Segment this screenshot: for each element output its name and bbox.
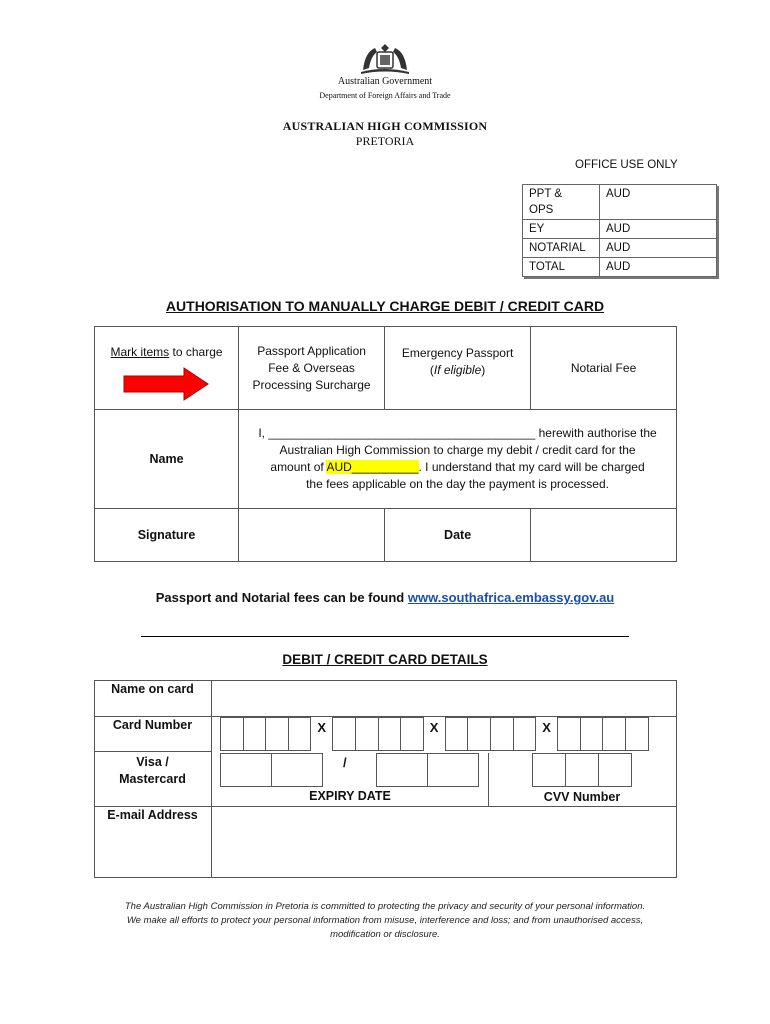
table-row: [523, 239, 717, 258]
commission-city: PRETORIA: [355, 134, 415, 148]
mark-items-label: Mark items to charge: [110, 345, 223, 359]
signature-field[interactable]: [239, 509, 385, 562]
right-arrow-icon: [122, 367, 212, 401]
charge-table: [94, 326, 677, 562]
card-digit-box[interactable]: [332, 717, 356, 751]
card-details-title: DEBIT / CREDIT CARD DETAILS: [282, 652, 488, 667]
card-digit-box[interactable]: [557, 717, 581, 751]
expiry-date-label: EXPIRY DATE: [309, 789, 391, 803]
cvv-label: CVV Number: [543, 790, 621, 804]
card-digit-box[interactable]: [445, 717, 469, 751]
cvv-divider: [488, 753, 489, 807]
card-digit-box[interactable]: [265, 717, 289, 751]
email-label: E-mail Address: [107, 808, 198, 822]
passport-fee-option[interactable]: Passport Application Fee & Overseas Processing Surcharge: [239, 327, 385, 410]
office-value: AUD: [600, 239, 717, 258]
card-digit-box[interactable]: [580, 717, 604, 751]
card-digit-box[interactable]: [378, 717, 402, 751]
signature-label: Signature: [95, 509, 239, 562]
fees-note: Passport and Notarial fees can be found www.southafrica.embassy.gov.au: [155, 590, 615, 605]
cvv-box[interactable]: [598, 753, 632, 787]
date-field[interactable]: [531, 509, 677, 562]
name-on-card-field[interactable]: [213, 682, 675, 714]
office-item: PPT & OPS: [523, 185, 600, 220]
name-on-card-label: Name on card: [111, 682, 194, 696]
card-digit-box[interactable]: [400, 717, 424, 751]
form-title: AUTHORISATION TO MANUALLY CHARGE DEBIT / CREDIT CARD: [165, 298, 605, 314]
card-digit-box[interactable]: [288, 717, 312, 751]
office-value: AUD: [600, 220, 717, 239]
cvv-box[interactable]: [532, 753, 566, 787]
office-use-table: [522, 184, 717, 277]
card-group-separator: X: [317, 720, 327, 735]
divider: [141, 636, 629, 637]
card-group-separator: X: [542, 720, 551, 735]
card-digit-box[interactable]: [355, 717, 379, 751]
coat-of-arms-logo: [355, 40, 415, 80]
office-item: EY: [523, 220, 600, 239]
email-field[interactable]: [213, 808, 675, 876]
label-column-divider: [211, 680, 212, 878]
commission-name: AUSTRALIAN HIGH COMMISSION: [282, 119, 488, 133]
table-row: [523, 220, 717, 239]
table-row: [523, 185, 717, 220]
government-name: Australian Government: [337, 76, 433, 87]
table-row: [523, 258, 717, 277]
name-label: Name: [95, 410, 239, 509]
card-digit-box[interactable]: [490, 717, 514, 751]
office-use-label: OFFICE USE ONLY: [575, 159, 678, 171]
expiry-year-box[interactable]: [427, 753, 479, 787]
expiry-month-box[interactable]: [271, 753, 323, 787]
card-digit-box[interactable]: [220, 717, 244, 751]
card-digit-box[interactable]: [513, 717, 537, 751]
expiry-month-box[interactable]: [220, 753, 272, 787]
office-value: AUD: [600, 185, 717, 220]
card-group-separator: X: [429, 720, 439, 735]
department-name: Department of Foreign Affairs and Trade: [319, 91, 451, 100]
card-digit-box[interactable]: [243, 717, 267, 751]
emergency-passport-option[interactable]: Emergency Passport (If eligible): [385, 327, 531, 410]
office-value: AUD: [600, 258, 717, 277]
mark-items-cell: [95, 327, 239, 410]
expiry-slash: /: [343, 755, 347, 770]
office-item: NOTARIAL: [523, 239, 600, 258]
card-digit-box[interactable]: [625, 717, 649, 751]
card-digit-box[interactable]: [602, 717, 626, 751]
privacy-footer: The Australian High Commission in Pretoria is committed to protecting the privacy and security of your personal information. We make all efforts to protect your personal information from misuse, interference and loss; and from unauthorised access, modification or disclosure.: [124, 901, 646, 940]
notarial-fee-option[interactable]: Notarial Fee: [531, 327, 677, 410]
cvv-box[interactable]: [565, 753, 599, 787]
row-divider: [94, 751, 212, 752]
row-divider: [94, 806, 677, 807]
embassy-link[interactable]: www.southafrica.embassy.gov.au: [407, 590, 615, 605]
office-item: TOTAL: [523, 258, 600, 277]
card-type-label: Visa / Mastercard: [119, 755, 186, 786]
expiry-year-box[interactable]: [376, 753, 428, 787]
card-number-label: Card Number: [112, 718, 193, 732]
authorisation-statement[interactable]: I, ________________________________________ herewith authorise the Australian High Commission to charge my debit / credit card for the amount of AUD__________. I understand that my card will be charged the fees applicable on the day the payment is processed.: [239, 410, 677, 509]
date-label: Date: [385, 509, 531, 562]
card-digit-box[interactable]: [467, 717, 491, 751]
